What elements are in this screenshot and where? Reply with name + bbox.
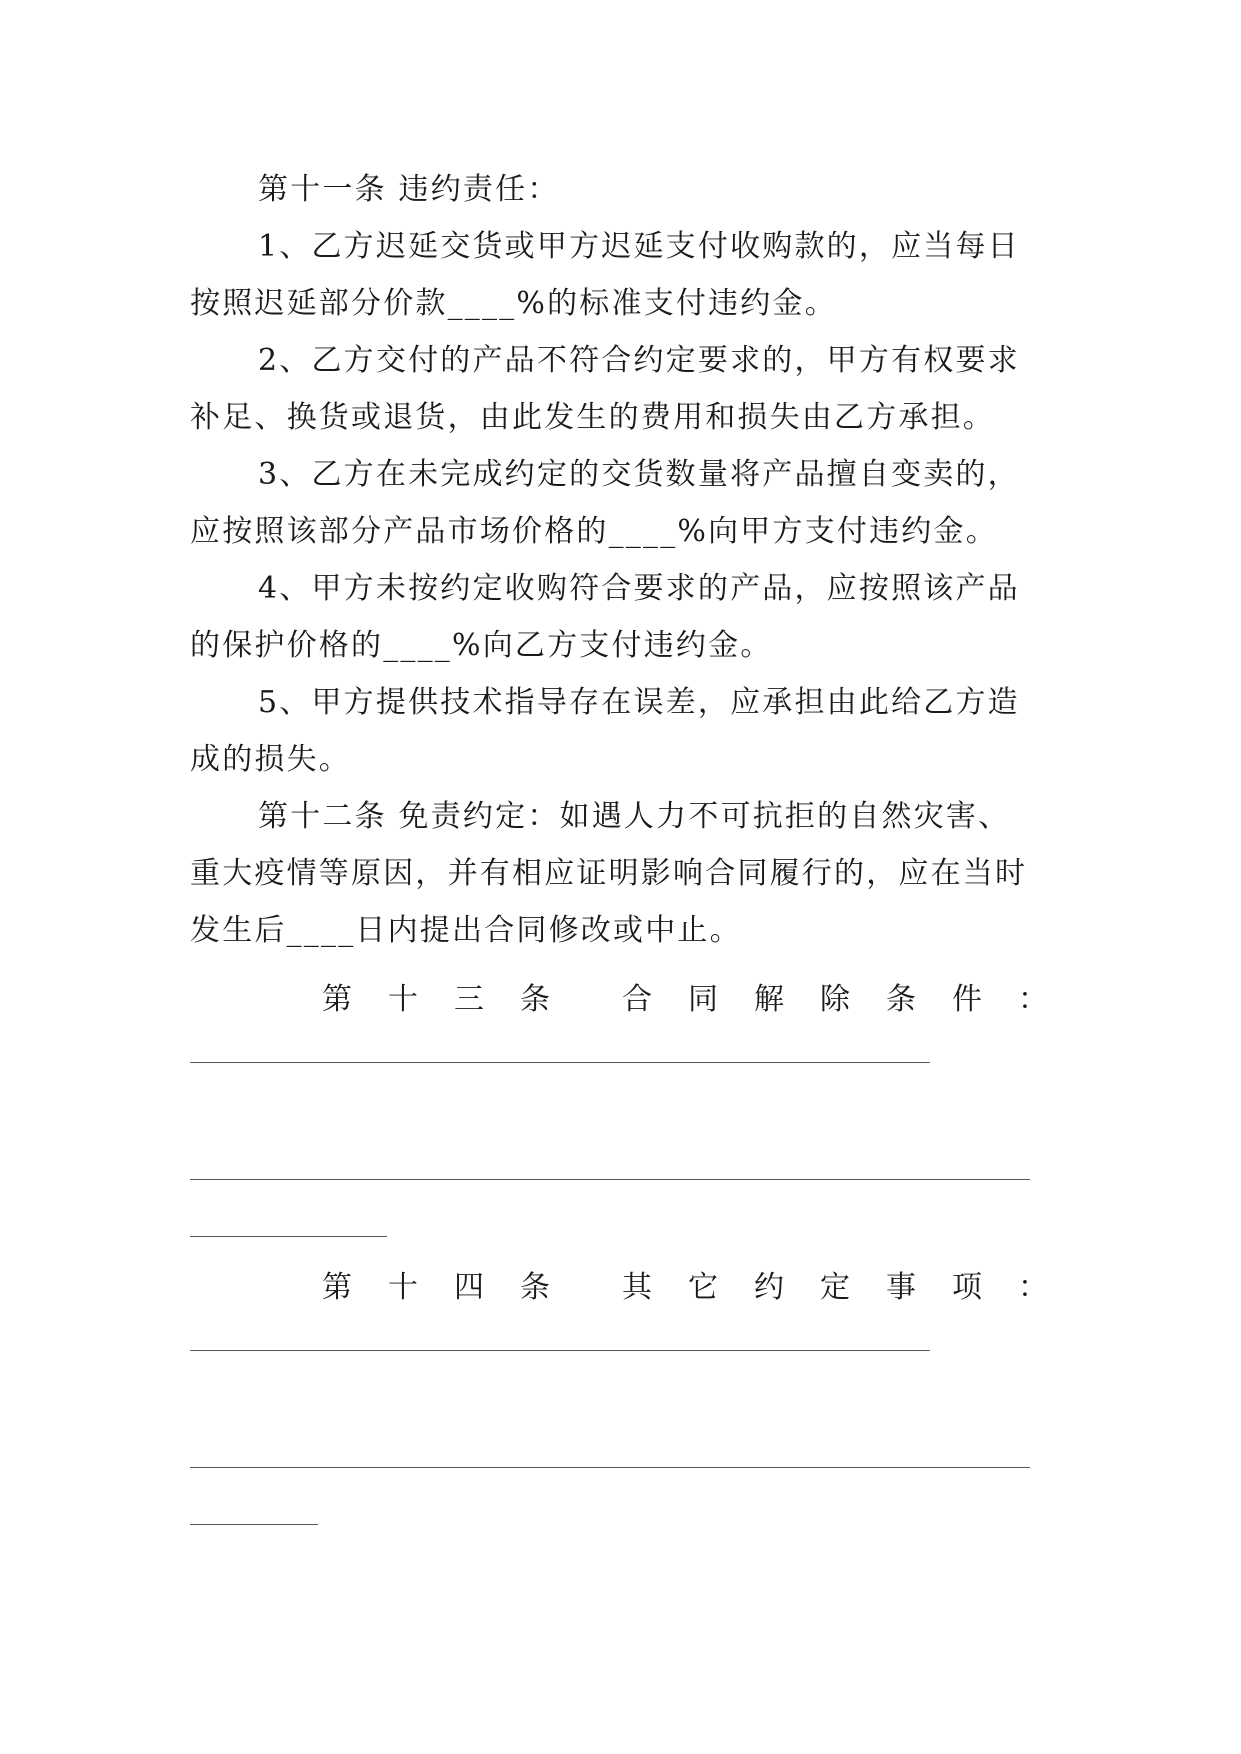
heading-char: 约: [754, 1270, 784, 1305]
clause-11-5-line-2: 成的损失。: [190, 742, 351, 777]
heading-char: 解: [754, 982, 784, 1017]
heading-char: 件: [952, 982, 982, 1017]
heading-char: 它: [688, 1270, 718, 1305]
heading-char: 定: [820, 1270, 850, 1305]
heading-char: 十: [388, 1270, 418, 1305]
article-14-heading: [322, 1268, 1048, 1308]
heading-char: 条: [520, 982, 550, 1017]
clause-11-3-line-1: 3、乙方在未完成约定的交货数量将产品擅自变卖的，: [258, 457, 1020, 492]
blank-fill-line: [190, 1524, 318, 1525]
article-12-line-1: 第十二条 免责约定：如遇人力不可抗拒的自然灾害、: [258, 799, 1011, 834]
blank-fill-line: [190, 1179, 1030, 1180]
clause-11-4-line-1: 4、甲方未按约定收购符合要求的产品，应按照该产品: [258, 571, 1020, 606]
heading-char: 合: [622, 982, 652, 1017]
blank-fill-line: [190, 1350, 930, 1351]
clause-11-2-line-2: 补足、换货或退货，由此发生的费用和损失由乙方承担。: [190, 400, 995, 435]
heading-char: 除: [820, 982, 850, 1017]
heading-char: 同: [688, 982, 718, 1017]
clause-11-3-line-2: 应按照该部分产品市场价格的____%向甲方支付违约金。: [190, 514, 998, 549]
clause-11-1-line-1: 1、乙方迟延交货或甲方迟延支付收购款的，应当每日: [258, 229, 1020, 264]
clause-11-4-line-2: 的保护价格的____%向乙方支付违约金。: [190, 628, 773, 663]
heading-char: 四: [454, 1270, 484, 1305]
heading-char: 十: [388, 982, 418, 1017]
article-13-heading: [322, 980, 1048, 1020]
clause-11-5-line-1: 5、甲方提供技术指导存在误差，应承担由此给乙方造: [258, 685, 1020, 720]
heading-char: 项: [952, 1270, 982, 1305]
heading-char: 三: [454, 982, 484, 1017]
article-11-heading: 第十一条 违约责任：: [258, 172, 560, 207]
heading-char: ：: [1018, 1270, 1048, 1305]
article-12-line-3: 发生后____日内提出合同修改或中止。: [190, 913, 742, 948]
heading-char: 第: [322, 1270, 352, 1305]
heading-char: ：: [1018, 982, 1048, 1017]
heading-char: 其: [622, 1270, 652, 1305]
blank-fill-line: [190, 1236, 387, 1237]
blank-fill-line: [190, 1467, 1030, 1468]
heading-char: 条: [886, 982, 916, 1017]
heading-char: 事: [886, 1270, 916, 1305]
heading-char: 第: [322, 982, 352, 1017]
article-12-line-2: 重大疫情等原因，并有相应证明影响合同履行的，应在当时: [190, 856, 1028, 891]
clause-11-1-line-2: 按照迟延部分价款____%的标准支付违约金。: [190, 286, 837, 321]
blank-fill-line: [190, 1062, 930, 1063]
heading-char: 条: [520, 1270, 550, 1305]
clause-11-2-line-1: 2、乙方交付的产品不符合约定要求的，甲方有权要求: [258, 343, 1020, 378]
